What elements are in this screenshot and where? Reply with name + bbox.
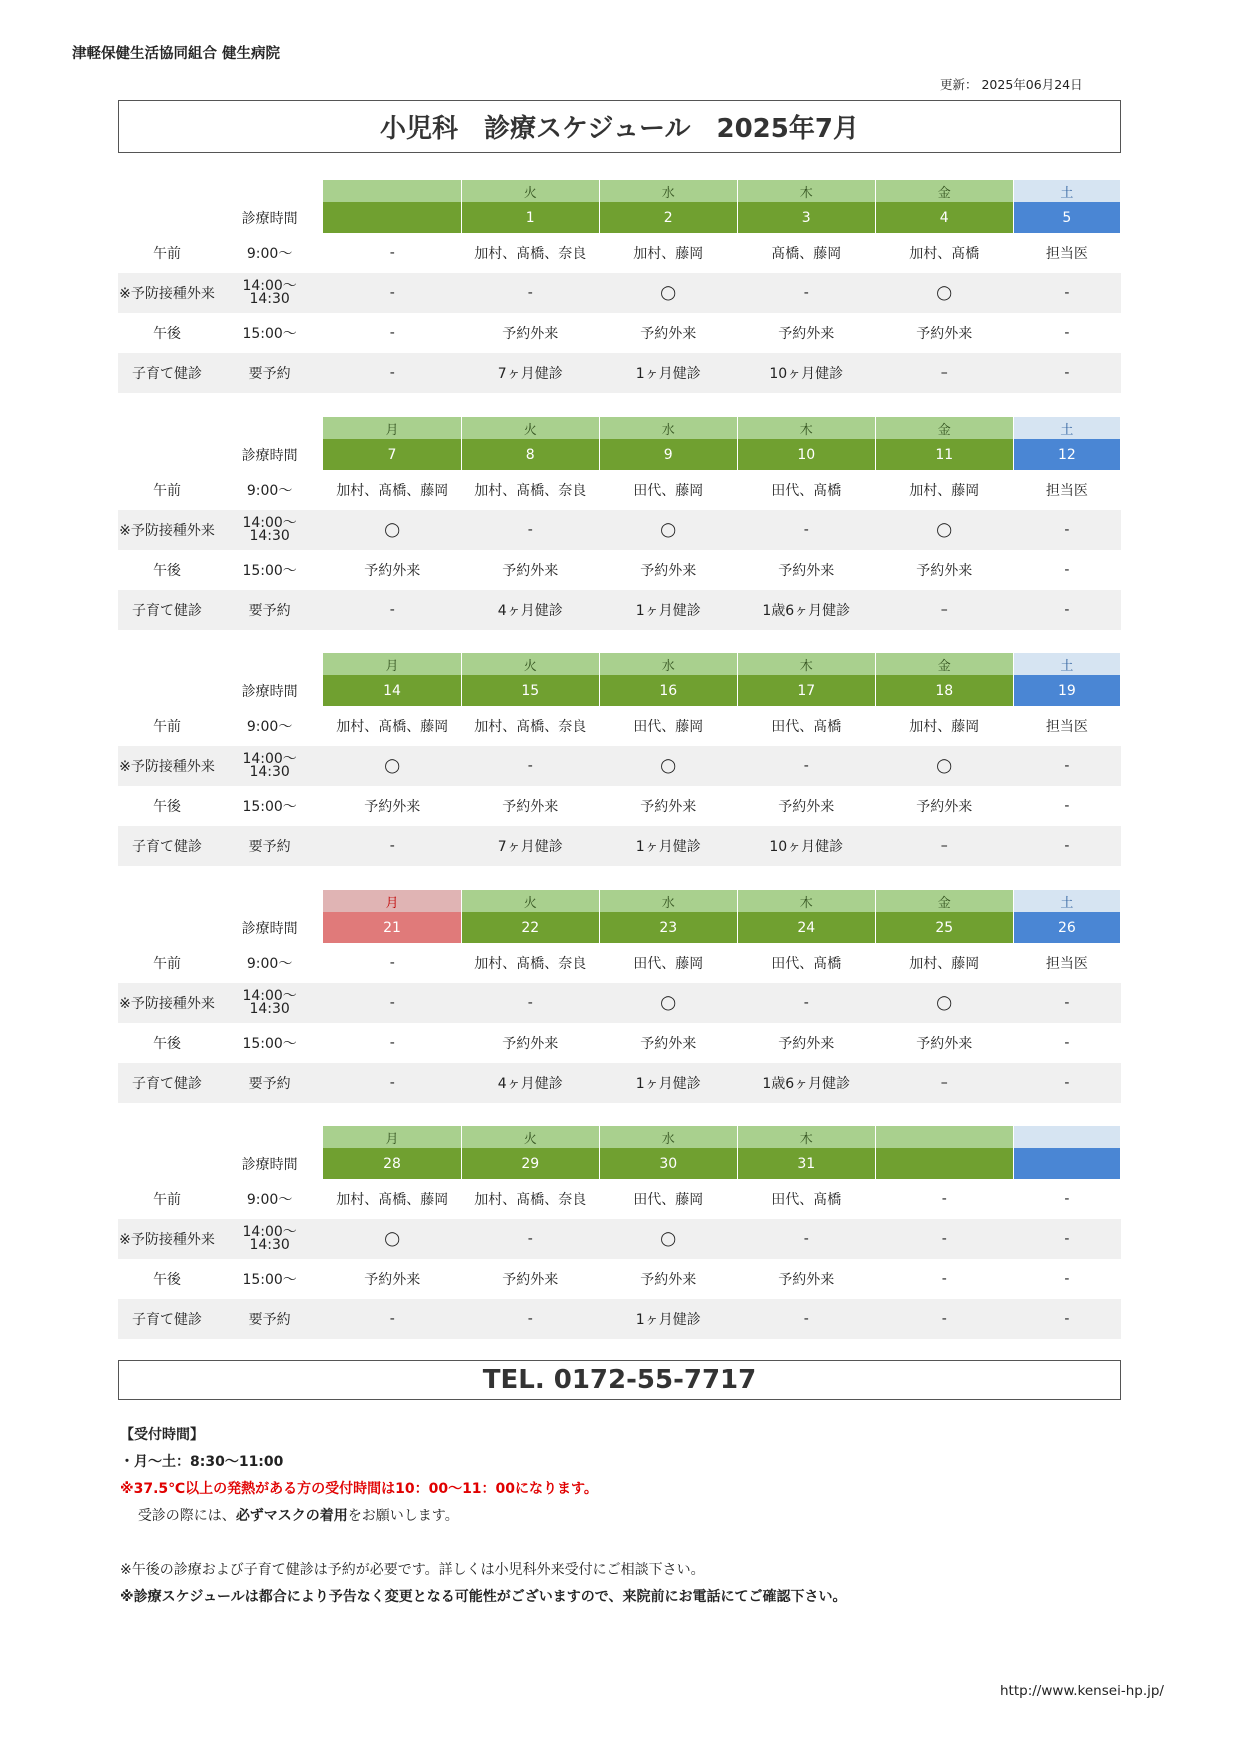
vaccination-time-end: 14:30 bbox=[249, 291, 290, 307]
child-checkup: - bbox=[1013, 826, 1120, 866]
week-block bbox=[118, 1126, 1121, 1339]
child-checkup-note: 要予約 bbox=[216, 1299, 323, 1339]
pm-clinic: - bbox=[1064, 325, 1070, 341]
date-number: 24 bbox=[737, 912, 875, 943]
date-number: 30 bbox=[599, 1148, 737, 1179]
pm-label: 午後 bbox=[153, 799, 181, 815]
day-of-week: 金 bbox=[875, 890, 1013, 912]
child-checkup-label: 子育て健診 bbox=[118, 826, 216, 866]
day-of-week: 水 bbox=[599, 890, 737, 912]
hours-label: 診療時間 bbox=[241, 447, 298, 464]
vaccination-time bbox=[216, 1219, 323, 1259]
am-time: 9:00〜 bbox=[246, 956, 293, 972]
am-time: 9:00〜 bbox=[246, 246, 293, 262]
child-checkup-note: 要予約 bbox=[216, 826, 323, 866]
date-number: 12 bbox=[1013, 439, 1120, 470]
day-of-week: 火 bbox=[461, 417, 599, 439]
vaccination-time bbox=[216, 983, 323, 1023]
child-checkup: - bbox=[323, 590, 461, 630]
child-checkup: 1ヶ月健診 bbox=[599, 1299, 737, 1339]
child-checkup: – bbox=[875, 826, 1013, 866]
am-doctors: 加村、髙橋、奈良 bbox=[474, 956, 587, 972]
am-doctors: 担当医 bbox=[1045, 246, 1088, 262]
date-number: 31 bbox=[737, 1148, 875, 1179]
vaccination-status: ◯ bbox=[599, 746, 737, 786]
date-number: 19 bbox=[1013, 675, 1120, 706]
child-checkup: 4ヶ月健診 bbox=[461, 1063, 599, 1103]
day-of-week: 月 bbox=[323, 890, 461, 912]
day-of-week: 土 bbox=[1013, 653, 1120, 675]
week-table bbox=[118, 417, 1121, 630]
footer-url[interactable]: http://www.kensei-hp.jp/ bbox=[1000, 1683, 1164, 1699]
vaccination-time-end: 14:30 bbox=[249, 764, 290, 780]
child-checkup-note: 要予約 bbox=[216, 590, 323, 630]
am-doctors: 担当医 bbox=[1045, 719, 1088, 735]
header-blank-cell bbox=[118, 417, 216, 470]
vaccination-status: - bbox=[1013, 1219, 1120, 1259]
pm-clinic: - bbox=[389, 1035, 395, 1051]
updated-date: 更新： 2025年06月24日 bbox=[940, 77, 1083, 92]
pm-clinic: 予約外来 bbox=[778, 1036, 835, 1052]
pm-clinic: 予約外来 bbox=[640, 563, 697, 579]
week-table bbox=[118, 1126, 1121, 1339]
pm-label: 午後 bbox=[153, 326, 181, 342]
date-number bbox=[323, 202, 461, 233]
pm-clinic: 予約外来 bbox=[502, 563, 559, 579]
child-checkup-label: 子育て健診 bbox=[118, 1063, 216, 1103]
pm-clinic: 予約外来 bbox=[778, 799, 835, 815]
am-doctors: 加村、藤岡 bbox=[633, 246, 704, 262]
day-of-week: 月 bbox=[323, 1126, 461, 1148]
date-number: 21 bbox=[323, 912, 461, 943]
am-doctors: - bbox=[389, 245, 395, 261]
pm-clinic: 予約外来 bbox=[916, 799, 973, 815]
child-checkup: - bbox=[323, 1299, 461, 1339]
pm-clinic: 予約外来 bbox=[916, 1036, 973, 1052]
hours-label: 診療時間 bbox=[241, 683, 298, 700]
vaccination-status: - bbox=[737, 273, 875, 313]
am-doctors: 田代、髙橋 bbox=[771, 1192, 842, 1208]
child-checkup-note: 要予約 bbox=[216, 1063, 323, 1103]
week-block bbox=[118, 890, 1121, 1103]
am-doctors: 加村、藤岡 bbox=[909, 719, 980, 735]
pm-clinic: 予約外来 bbox=[502, 1036, 559, 1052]
header-blank-cell bbox=[118, 180, 216, 233]
fever-notice: ※37.5℃以上の発熱がある方の受付時間は10：00〜11：00になります。 bbox=[120, 1481, 598, 1497]
am-doctors: 加村、髙橋 bbox=[909, 246, 980, 262]
day-of-week: 金 bbox=[875, 417, 1013, 439]
pm-clinic: - bbox=[941, 1271, 947, 1287]
am-doctors: 加村、髙橋、奈良 bbox=[474, 246, 587, 262]
vaccination-status: ◯ bbox=[323, 746, 461, 786]
vaccination-status: ◯ bbox=[875, 746, 1013, 786]
day-of-week: 土 bbox=[1013, 417, 1120, 439]
week-block bbox=[118, 180, 1121, 393]
page-title: 小児科 診療スケジュール 2025年7月 bbox=[118, 100, 1121, 153]
child-checkup: – bbox=[875, 1063, 1013, 1103]
vaccination-status: ◯ bbox=[599, 510, 737, 550]
child-checkup: - bbox=[323, 353, 461, 393]
child-checkup: - bbox=[1013, 1063, 1120, 1103]
day-of-week: 水 bbox=[599, 1126, 737, 1148]
am-doctors: 加村、髙橋、藤岡 bbox=[336, 1192, 449, 1208]
vaccination-status: - bbox=[461, 273, 599, 313]
child-checkup: 7ヶ月健診 bbox=[461, 826, 599, 866]
date-number bbox=[1013, 1148, 1120, 1179]
child-checkup: - bbox=[323, 826, 461, 866]
pm-label: 午後 bbox=[153, 1036, 181, 1052]
am-doctors: 加村、藤岡 bbox=[909, 956, 980, 972]
header-spacer-cell bbox=[216, 180, 323, 202]
vaccination-status: - bbox=[461, 983, 599, 1023]
am-doctors: 加村、髙橋、奈良 bbox=[474, 1192, 587, 1208]
pm-clinic: 予約外来 bbox=[916, 326, 973, 342]
pm-clinic: 予約外来 bbox=[640, 799, 697, 815]
week-table bbox=[118, 653, 1121, 866]
vaccination-status: ◯ bbox=[323, 510, 461, 550]
am-time: 9:00〜 bbox=[246, 719, 293, 735]
child-checkup: 1ヶ月健診 bbox=[599, 353, 737, 393]
header-blank-cell bbox=[118, 653, 216, 706]
day-of-week: 木 bbox=[737, 417, 875, 439]
vaccination-time-start: 14:00〜 bbox=[242, 278, 297, 294]
vaccination-status: - bbox=[1013, 510, 1120, 550]
pm-clinic: - bbox=[1064, 798, 1070, 814]
vaccination-status: ◯ bbox=[599, 1219, 737, 1259]
am-doctors: 加村、髙橋、奈良 bbox=[474, 719, 587, 735]
vaccination-status: - bbox=[461, 510, 599, 550]
day-of-week: 火 bbox=[461, 890, 599, 912]
vaccination-time bbox=[216, 273, 323, 313]
header-spacer-cell bbox=[216, 1126, 323, 1148]
vaccination-status: - bbox=[737, 983, 875, 1023]
date-number: 7 bbox=[323, 439, 461, 470]
day-of-week: 木 bbox=[737, 890, 875, 912]
day-of-week: 金 bbox=[875, 653, 1013, 675]
pm-clinic: 予約外来 bbox=[502, 1272, 559, 1288]
day-of-week: 木 bbox=[737, 180, 875, 202]
day-of-week: 水 bbox=[599, 180, 737, 202]
am-label: 午前 bbox=[153, 956, 181, 972]
pm-time: 15:00〜 bbox=[242, 326, 297, 342]
child-checkup: 10ヶ月健診 bbox=[737, 353, 875, 393]
date-number: 8 bbox=[461, 439, 599, 470]
pm-clinic: 予約外来 bbox=[364, 563, 421, 579]
date-number: 25 bbox=[875, 912, 1013, 943]
reception-notes bbox=[120, 1422, 847, 1611]
hours-label: 診療時間 bbox=[241, 1156, 298, 1173]
date-number: 26 bbox=[1013, 912, 1120, 943]
day-of-week: 月 bbox=[323, 417, 461, 439]
vaccination-time-end: 14:30 bbox=[249, 1237, 290, 1253]
vaccination-status: - bbox=[737, 1219, 875, 1259]
child-checkup: - bbox=[875, 1299, 1013, 1339]
mask-notice bbox=[120, 1503, 847, 1530]
date-number: 15 bbox=[461, 675, 599, 706]
vaccination-status: - bbox=[737, 510, 875, 550]
am-doctors: 田代、藤岡 bbox=[633, 719, 704, 735]
reception-hours: ・月〜土：8:30〜11:00 bbox=[120, 1454, 284, 1470]
vaccination-status: ◯ bbox=[875, 510, 1013, 550]
pm-clinic: 予約外来 bbox=[364, 799, 421, 815]
child-checkup: 10ヶ月健診 bbox=[737, 826, 875, 866]
vaccination-label: ※予防接種外来 bbox=[118, 746, 216, 786]
pm-clinic: - bbox=[1064, 1035, 1070, 1051]
am-doctors: 髙橋、藤岡 bbox=[771, 246, 842, 262]
pm-clinic: 予約外来 bbox=[640, 1272, 697, 1288]
vaccination-label: ※予防接種外来 bbox=[118, 1219, 216, 1259]
am-label: 午前 bbox=[153, 483, 181, 499]
am-doctors: - bbox=[941, 1191, 947, 1207]
day-of-week: 月 bbox=[323, 653, 461, 675]
am-label: 午前 bbox=[153, 1192, 181, 1208]
child-checkup: - bbox=[1013, 590, 1120, 630]
vaccination-status: - bbox=[875, 1219, 1013, 1259]
child-checkup: - bbox=[737, 1299, 875, 1339]
vaccination-time-start: 14:00〜 bbox=[242, 1224, 297, 1240]
day-of-week: 土 bbox=[1013, 180, 1120, 202]
vaccination-time-start: 14:00〜 bbox=[242, 988, 297, 1004]
am-doctors: 田代、髙橋 bbox=[771, 956, 842, 972]
mask-suffix: をお願いします。 bbox=[347, 1508, 459, 1524]
child-checkup: – bbox=[875, 353, 1013, 393]
pm-time: 15:00〜 bbox=[242, 799, 297, 815]
week-block bbox=[118, 653, 1121, 866]
child-checkup: 1ヶ月健診 bbox=[599, 1063, 737, 1103]
am-time: 9:00〜 bbox=[246, 483, 293, 499]
am-doctors: 担当医 bbox=[1045, 956, 1088, 972]
vaccination-status: ◯ bbox=[599, 273, 737, 313]
pm-clinic: 予約外来 bbox=[778, 1272, 835, 1288]
am-doctors: 担当医 bbox=[1045, 483, 1088, 499]
child-checkup: 4ヶ月健診 bbox=[461, 590, 599, 630]
vaccination-status: - bbox=[323, 983, 461, 1023]
vaccination-status: ◯ bbox=[875, 273, 1013, 313]
vaccination-label: ※予防接種外来 bbox=[118, 983, 216, 1023]
week-block bbox=[118, 417, 1121, 630]
pm-clinic: 予約外来 bbox=[778, 563, 835, 579]
day-of-week: 木 bbox=[737, 1126, 875, 1148]
week-table bbox=[118, 180, 1121, 393]
pm-clinic: 予約外来 bbox=[640, 1036, 697, 1052]
date-number: 14 bbox=[323, 675, 461, 706]
week-table bbox=[118, 890, 1121, 1103]
am-doctors: 田代、藤岡 bbox=[633, 1192, 704, 1208]
child-checkup: - bbox=[323, 1063, 461, 1103]
mask-prefix: 受診の際には、 bbox=[137, 1508, 236, 1524]
date-number: 29 bbox=[461, 1148, 599, 1179]
hours-label: 診療時間 bbox=[241, 920, 298, 937]
date-number: 28 bbox=[323, 1148, 461, 1179]
date-number: 2 bbox=[599, 202, 737, 233]
header-blank-cell bbox=[118, 890, 216, 943]
day-of-week bbox=[323, 180, 461, 202]
header-blank-cell bbox=[118, 1126, 216, 1179]
child-checkup: 7ヶ月健診 bbox=[461, 353, 599, 393]
organization-name: 津軽保健生活協同組合 健生病院 bbox=[72, 46, 281, 62]
date-number: 5 bbox=[1013, 202, 1120, 233]
pm-clinic: 予約外来 bbox=[364, 1272, 421, 1288]
pm-label: 午後 bbox=[153, 1272, 181, 1288]
child-checkup: - bbox=[1013, 1299, 1120, 1339]
date-number: 3 bbox=[737, 202, 875, 233]
child-checkup: 1歳6ヶ月健診 bbox=[737, 1063, 875, 1103]
day-of-week: 火 bbox=[461, 653, 599, 675]
child-checkup: – bbox=[875, 590, 1013, 630]
reception-heading: 【受付時間】 bbox=[120, 1427, 204, 1443]
am-time: 9:00〜 bbox=[246, 1192, 293, 1208]
pm-clinic: 予約外来 bbox=[502, 799, 559, 815]
vaccination-status: - bbox=[737, 746, 875, 786]
date-number: 23 bbox=[599, 912, 737, 943]
am-doctors: 田代、髙橋 bbox=[771, 719, 842, 735]
am-label: 午前 bbox=[153, 719, 181, 735]
mask-emphasis: 必ずマスクの着用 bbox=[235, 1508, 348, 1524]
am-doctors: 加村、藤岡 bbox=[909, 483, 980, 499]
am-doctors: 田代、髙橋 bbox=[771, 483, 842, 499]
day-of-week: 木 bbox=[737, 653, 875, 675]
header-spacer-cell bbox=[216, 890, 323, 912]
am-doctors: - bbox=[389, 955, 395, 971]
vaccination-label: ※予防接種外来 bbox=[118, 273, 216, 313]
day-of-week bbox=[875, 1126, 1013, 1148]
vaccination-time bbox=[216, 510, 323, 550]
telephone-number: TEL. 0172-55-7717 bbox=[118, 1360, 1121, 1400]
date-number: 10 bbox=[737, 439, 875, 470]
am-doctors: - bbox=[1064, 1191, 1070, 1207]
pm-clinic: 予約外来 bbox=[502, 326, 559, 342]
header-spacer-cell bbox=[216, 653, 323, 675]
date-number: 16 bbox=[599, 675, 737, 706]
day-of-week bbox=[1013, 1126, 1120, 1148]
vaccination-status: - bbox=[461, 1219, 599, 1259]
child-checkup: 1ヶ月健診 bbox=[599, 826, 737, 866]
hours-label: 診療時間 bbox=[241, 210, 298, 227]
day-of-week: 土 bbox=[1013, 890, 1120, 912]
day-of-week: 水 bbox=[599, 417, 737, 439]
date-number: 1 bbox=[461, 202, 599, 233]
am-doctors: 田代、藤岡 bbox=[633, 483, 704, 499]
pm-clinic: - bbox=[1064, 1271, 1070, 1287]
pm-clinic: 予約外来 bbox=[916, 563, 973, 579]
date-number bbox=[875, 1148, 1013, 1179]
pm-clinic: 予約外来 bbox=[778, 326, 835, 342]
date-number: 22 bbox=[461, 912, 599, 943]
schedule-change-note: ※診療スケジュールは都合により予告なく変更となる可能性がございますので、来院前にお電話にてご確認下さい。 bbox=[120, 1589, 847, 1605]
child-checkup-label: 子育て健診 bbox=[118, 1299, 216, 1339]
am-label: 午前 bbox=[153, 246, 181, 262]
vaccination-status: - bbox=[1013, 983, 1120, 1023]
header-spacer-cell bbox=[216, 417, 323, 439]
pm-time: 15:00〜 bbox=[242, 1036, 297, 1052]
date-number: 17 bbox=[737, 675, 875, 706]
vaccination-status: - bbox=[1013, 746, 1120, 786]
date-number: 4 bbox=[875, 202, 1013, 233]
child-checkup-note: 要予約 bbox=[216, 353, 323, 393]
child-checkup-label: 子育て健診 bbox=[118, 353, 216, 393]
child-checkup: 1ヶ月健診 bbox=[599, 590, 737, 630]
day-of-week: 水 bbox=[599, 653, 737, 675]
vaccination-status: - bbox=[461, 746, 599, 786]
vaccination-status: ◯ bbox=[599, 983, 737, 1023]
am-doctors: 加村、髙橋、藤岡 bbox=[336, 483, 449, 499]
date-number: 11 bbox=[875, 439, 1013, 470]
child-checkup-label: 子育て健診 bbox=[118, 590, 216, 630]
day-of-week: 火 bbox=[461, 180, 599, 202]
vaccination-time-end: 14:30 bbox=[249, 528, 290, 544]
vaccination-status: ◯ bbox=[875, 983, 1013, 1023]
child-checkup: 1歳6ヶ月健診 bbox=[737, 590, 875, 630]
vaccination-time-start: 14:00〜 bbox=[242, 751, 297, 767]
pm-clinic: 予約外来 bbox=[640, 326, 697, 342]
pm-time: 15:00〜 bbox=[242, 563, 297, 579]
am-doctors: 加村、髙橋、奈良 bbox=[474, 483, 587, 499]
am-doctors: 加村、髙橋、藤岡 bbox=[336, 719, 449, 735]
date-number: 9 bbox=[599, 439, 737, 470]
date-number: 18 bbox=[875, 675, 1013, 706]
day-of-week: 金 bbox=[875, 180, 1013, 202]
vaccination-time bbox=[216, 746, 323, 786]
vaccination-time-end: 14:30 bbox=[249, 1001, 290, 1017]
pm-time: 15:00〜 bbox=[242, 1272, 297, 1288]
vaccination-label: ※予防接種外来 bbox=[118, 510, 216, 550]
appointment-note: ※午後の診療および子育て健診は予約が必要です。詳しくは小児科外来受付にご相談下さい。 bbox=[120, 1562, 705, 1578]
am-doctors: 田代、藤岡 bbox=[633, 956, 704, 972]
vaccination-status: ◯ bbox=[323, 1219, 461, 1259]
pm-clinic: - bbox=[389, 325, 395, 341]
vaccination-time-start: 14:00〜 bbox=[242, 515, 297, 531]
day-of-week: 火 bbox=[461, 1126, 599, 1148]
vaccination-status: - bbox=[1013, 273, 1120, 313]
pm-clinic: - bbox=[1064, 562, 1070, 578]
child-checkup: - bbox=[1013, 353, 1120, 393]
vaccination-status: - bbox=[323, 273, 461, 313]
child-checkup: - bbox=[461, 1299, 599, 1339]
pm-label: 午後 bbox=[153, 563, 181, 579]
